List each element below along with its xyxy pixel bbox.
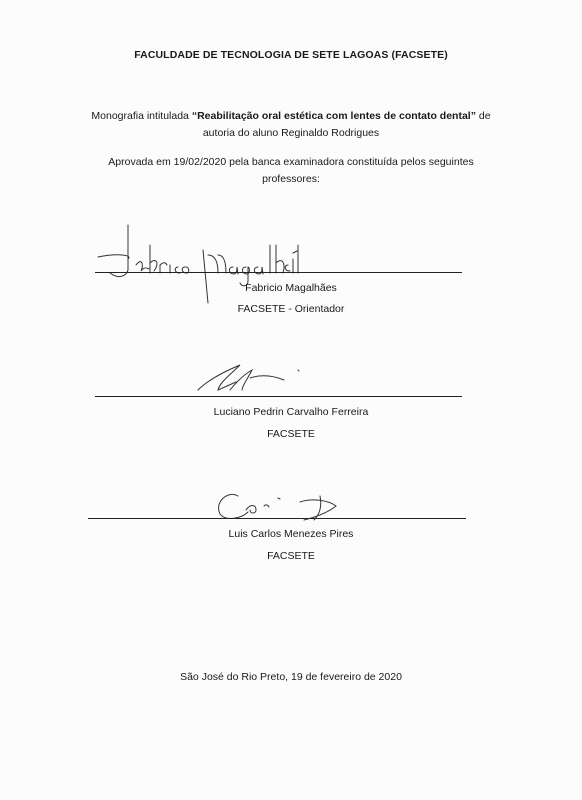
approval-statement <box>60 154 522 188</box>
signature-line-2 <box>95 396 462 397</box>
signature-line-1 <box>95 272 462 273</box>
examiner-1 <box>0 215 582 325</box>
examiner-3-name: Luis Carlos Menezes Pires <box>228 528 354 540</box>
examiner-3-role: FACSETE <box>267 550 315 562</box>
place-and-date: São José do Rio Preto, 19 de fevereiro de 2020 <box>180 671 402 683</box>
monograph-prefix: Monografia intitulada <box>91 110 192 122</box>
approval-line-1: Aprovada em 19/02/2020 pela banca examinadora constituída pelos seguintes <box>108 156 474 168</box>
institution-title: FACULDADE DE TECNOLOGIA DE SETE LAGOAS (FACSETE) <box>134 49 448 61</box>
examiner-2 <box>0 360 582 450</box>
monograph-author: autoria do aluno Reginaldo Rodrigues <box>202 127 380 139</box>
examiner-3 <box>0 480 582 590</box>
signature-line-3 <box>88 518 466 519</box>
monograph-title: “Reabilitação oral estética com lentes de contato dental” <box>191 110 476 122</box>
monograph-statement <box>60 108 522 142</box>
signature-luciano <box>190 360 320 400</box>
examiner-1-role: FACSETE - Orientador <box>237 303 345 315</box>
signature-luis <box>208 480 358 530</box>
approval-line-2: professores: <box>262 173 320 185</box>
examiner-2-role: FACSETE <box>267 428 315 440</box>
signature-fabricio <box>88 215 318 310</box>
examiner-2-name: Luciano Pedrin Carvalho Ferreira <box>213 406 369 418</box>
examiner-1-name: Fabricio Magalhães <box>245 282 337 294</box>
monograph-suffix: de <box>475 110 491 122</box>
